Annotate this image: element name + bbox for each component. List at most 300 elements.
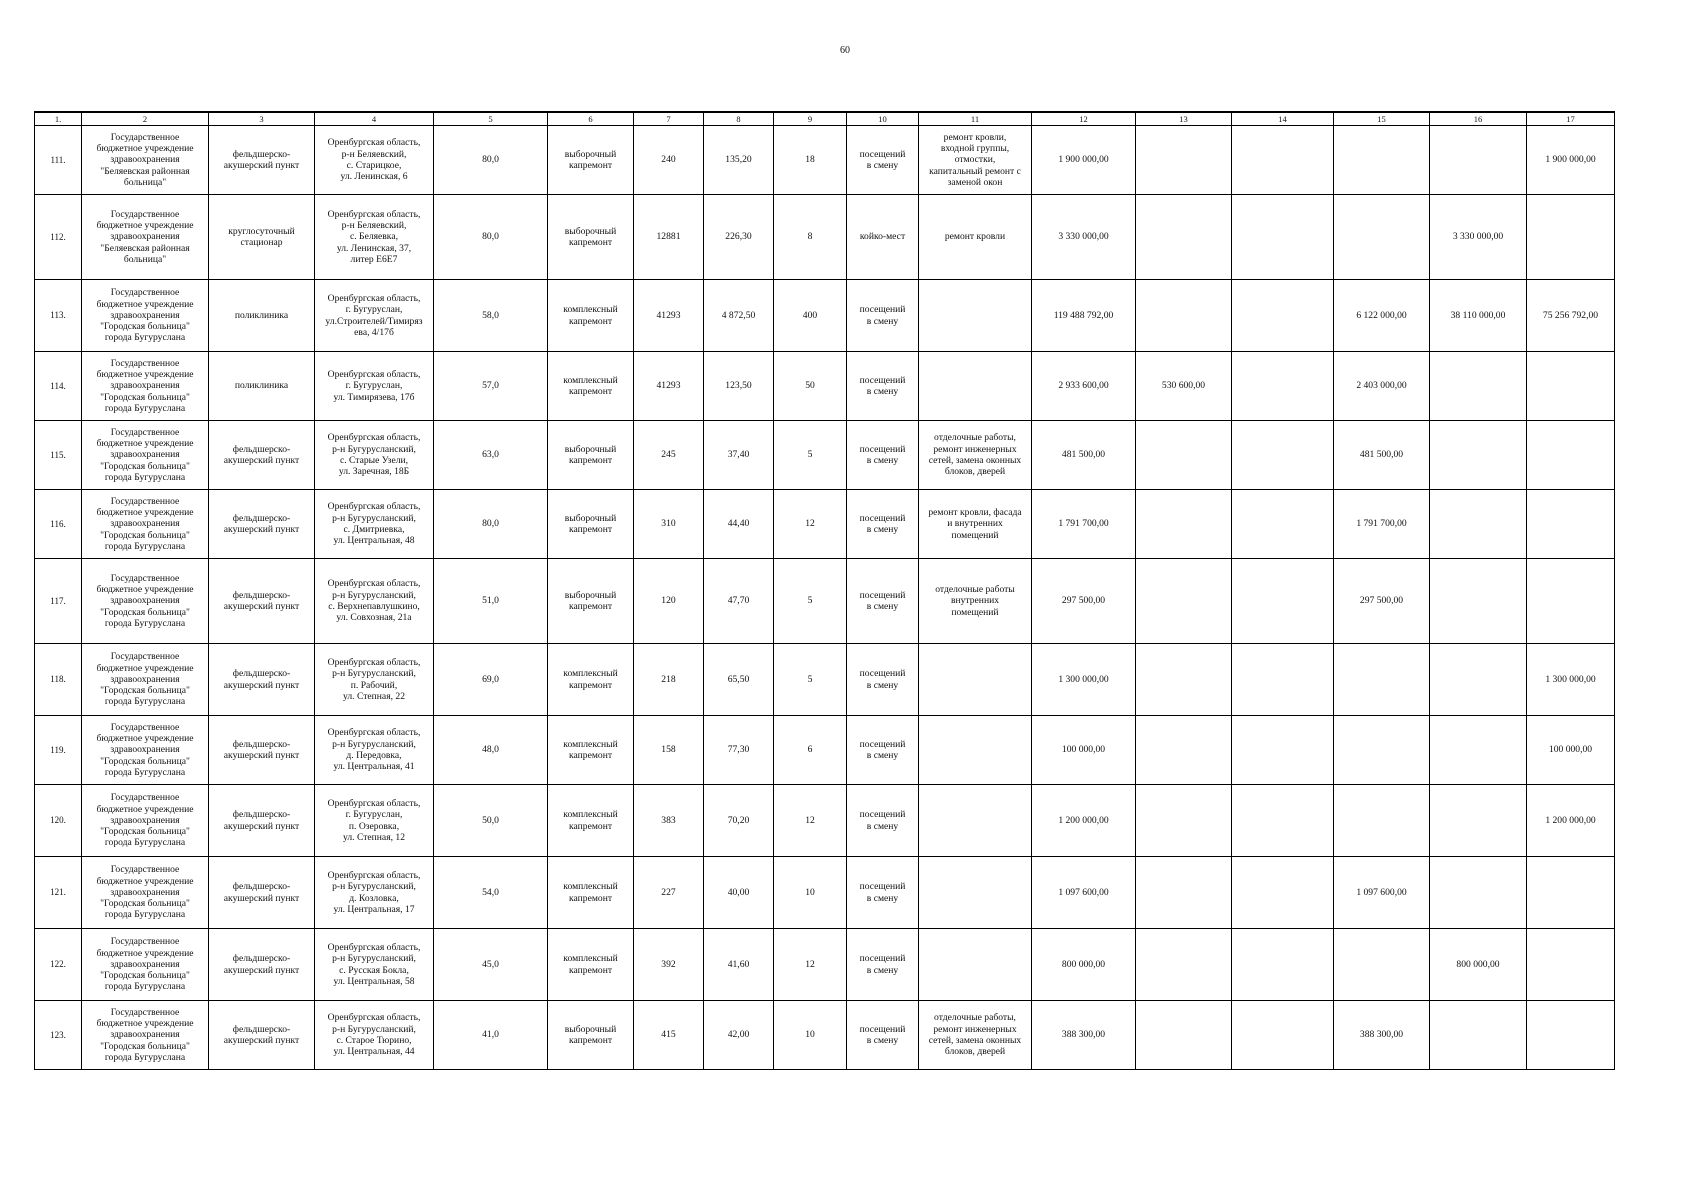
total-cell [1032,716,1136,785]
value-14-cell [1232,195,1334,280]
value-7-text: 12881 [656,231,681,243]
facility-type-text: фельдшерско- акушерский пункт [223,589,300,612]
total-cell [1032,1001,1136,1070]
value-5-text: 57,0 [482,380,499,392]
value-8-text: 77,30 [727,744,750,756]
value-8-cell [704,785,774,857]
value-13-cell [1136,490,1232,559]
institution-cell [82,559,209,644]
value-9-text: 6 [807,744,813,756]
value-7-cell [634,785,704,857]
address-text: Оренбургская область, р-н Бугурусланский, с. Дмитриевка, ул. Центральная, 48 [327,501,421,547]
value-8-cell [704,644,774,716]
facility-type-cell [209,126,315,195]
facility-type-text: фельдшерско- акушерский пункт [223,512,300,535]
value-14-cell [1232,490,1334,559]
capacity-unit-cell [847,490,919,559]
value-8-text: 47,70 [727,595,750,607]
address-text: Оренбургская область, г. Бугуруслан, ул. Тимирязева, 17б [327,369,421,403]
capacity-unit-cell [847,1001,919,1070]
column-number-1: 1. [35,112,82,126]
value-5-text: 48,0 [482,744,499,756]
row-number-cell [35,857,82,929]
value-8-cell [704,280,774,352]
value-5-cell [434,421,548,490]
facility-type-text: фельдшерско- акушерский пункт [223,881,300,904]
column-number-7: 7 [634,112,704,126]
institution-text: Государственное бюджетное учреждение здравоохранения "Городская больница" города Бугуруслана [96,572,194,629]
institution-text: Государственное бюджетное учреждение здравоохранения "Городская больница" города Бугуруслана [96,936,194,993]
value-8-cell [704,352,774,421]
table-row [35,857,1615,929]
column-number-5: 5 [434,112,548,126]
value-14-cell [1232,644,1334,716]
total-cell [1032,857,1136,929]
address-cell [315,352,434,421]
table-row [35,490,1615,559]
capacity-unit-text: койко-мест [859,231,906,243]
value-7-cell [634,929,704,1001]
repair-type-cell [548,857,634,929]
row-number-cell [35,421,82,490]
column-number-6: 6 [548,112,634,126]
value-7-text: 392 [661,958,676,970]
value-5-text: 69,0 [482,673,499,685]
value-9-cell [774,195,847,280]
row-number-text: 117. [50,595,66,606]
value-17-cell [1527,280,1615,352]
address-cell [315,785,434,857]
works-cell [919,644,1032,716]
institution-cell [82,785,209,857]
total-text: 1 791 700,00 [1058,518,1109,530]
value-8-cell [704,126,774,195]
row-number-text: 116. [50,518,66,529]
value-5-cell [434,857,548,929]
repair-type-text: выборочный капремонт [564,225,617,248]
total-text: 100 000,00 [1061,744,1106,756]
value-17-text: 1 900 000,00 [1545,154,1596,166]
value-5-text: 51,0 [482,595,499,607]
value-8-text: 40,00 [727,886,750,898]
value-8-cell [704,195,774,280]
page-number: 60 [840,45,850,56]
row-number-text: 111. [50,154,66,165]
column-number-8: 8 [704,112,774,126]
table-row [35,352,1615,421]
facility-type-cell [209,559,315,644]
repair-type-cell [548,785,634,857]
repair-type-text: выборочный капремонт [564,443,617,466]
value-16-cell [1430,644,1527,716]
facility-type-text: поликлиника [234,309,289,321]
works-text: ремонт кровли, фасада и внутренних помещений [928,507,1022,541]
value-5-text: 58,0 [482,309,499,321]
value-7-text: 383 [661,814,676,826]
value-15-cell [1334,421,1430,490]
repair-type-text: выборочный капремонт [564,148,617,171]
capacity-unit-text: посещений в смену [859,953,906,976]
value-8-text: 4 872,50 [721,309,756,321]
value-7-cell [634,280,704,352]
total-text: 1 900 000,00 [1058,154,1109,166]
institution-text: Государственное бюджетное учреждение здравоохранения "Городская больница" города Бугуруслана [96,721,194,778]
facility-type-text: круглосуточный стационар [228,225,295,248]
value-15-text: 1 097 600,00 [1356,886,1407,898]
capacity-unit-cell [847,559,919,644]
column-number-10: 10 [847,112,919,126]
address-cell [315,490,434,559]
value-17-cell [1527,785,1615,857]
value-15-text: 1 791 700,00 [1356,518,1407,530]
value-13-cell [1136,352,1232,421]
address-text: Оренбургская область, р-н Бугурусланский, с. Старое Тюрино, ул. Центральная, 44 [327,1012,421,1058]
value-13-cell [1136,644,1232,716]
repair-type-cell [548,280,634,352]
value-17-cell [1527,490,1615,559]
repair-type-cell [548,1001,634,1070]
table-row [35,929,1615,1001]
total-text: 481 500,00 [1061,449,1106,461]
value-17-cell [1527,126,1615,195]
table-row [35,421,1615,490]
value-5-text: 80,0 [482,154,499,166]
column-number-12: 12 [1032,112,1136,126]
value-13-cell [1136,195,1232,280]
total-text: 3 330 000,00 [1058,231,1109,243]
works-cell [919,126,1032,195]
repair-type-text: комплексный капремонт [563,953,618,976]
address-text: Оренбургская область, г. Бугуруслан, ул.Строителей/Тимиряз ева, 4/17б [325,292,423,338]
value-5-text: 41,0 [482,1029,499,1041]
value-14-cell [1232,857,1334,929]
works-cell [919,716,1032,785]
table-row [35,1001,1615,1070]
row-number-cell [35,929,82,1001]
institution-text: Государственное бюджетное учреждение здравоохранения "Городская больница" города Бугуруслана [96,651,194,708]
value-5-cell [434,280,548,352]
value-7-cell [634,559,704,644]
value-5-text: 45,0 [482,958,499,970]
value-8-text: 65,50 [727,673,750,685]
value-5-cell [434,126,548,195]
value-14-cell [1232,716,1334,785]
value-8-cell [704,716,774,785]
facility-type-text: фельдшерско- акушерский пункт [223,443,300,466]
value-7-cell [634,857,704,929]
institution-cell [82,280,209,352]
total-cell [1032,421,1136,490]
value-7-cell [634,126,704,195]
value-13-cell [1136,1001,1232,1070]
total-text: 388 300,00 [1061,1029,1106,1041]
value-8-text: 135,20 [725,154,752,166]
value-17-cell [1527,716,1615,785]
value-13-cell [1136,785,1232,857]
capacity-unit-text: посещений в смену [859,881,906,904]
address-text: Оренбургская область, р-н Бугурусланский, с. Верхнепавлушкино, ул. Совхозная, 21а [327,578,421,624]
institution-text: Государственное бюджетное учреждение здравоохранения "Беляевская районная больница" [96,208,194,265]
capacity-unit-text: посещений в смену [859,148,906,171]
value-13-text: 530 600,00 [1161,380,1206,392]
value-16-cell [1430,126,1527,195]
value-5-cell [434,352,548,421]
works-text: ремонт кровли [944,231,1006,243]
value-16-text: 800 000,00 [1456,958,1500,970]
value-17-cell [1527,644,1615,716]
total-cell [1032,644,1136,716]
address-cell [315,644,434,716]
capacity-unit-text: посещений в смену [859,589,906,612]
capacity-unit-cell [847,126,919,195]
value-16-cell [1430,421,1527,490]
facility-type-text: фельдшерско- акушерский пункт [223,1023,300,1046]
capacity-unit-text: посещений в смену [859,738,906,761]
value-9-text: 5 [807,595,813,607]
value-7-cell [634,1001,704,1070]
value-7-text: 218 [661,673,676,685]
works-text: отделочные работы, ремонт инженерных сетей, замена оконных блоков, дверей [928,1012,1022,1058]
value-17-text: 100 000,00 [1548,744,1593,756]
value-16-cell [1430,352,1527,421]
works-cell [919,195,1032,280]
facility-type-cell [209,490,315,559]
institution-text: Государственное бюджетное учреждение здравоохранения "Городская больница" города Бугуруслана [96,792,194,849]
value-14-cell [1232,1001,1334,1070]
value-17-text: 1 300 000,00 [1545,673,1596,685]
table-row [35,280,1615,352]
value-9-text: 5 [807,673,813,685]
total-cell [1032,929,1136,1001]
repair-type-text: комплексный капремонт [563,809,618,832]
value-8-text: 44,40 [727,518,750,530]
row-number-text: 113. [50,310,66,321]
value-15-cell [1334,559,1430,644]
address-cell [315,1001,434,1070]
total-text: 1 200 000,00 [1058,814,1109,826]
repair-type-cell [548,929,634,1001]
repair-type-text: комплексный капремонт [563,668,618,691]
value-15-cell [1334,785,1430,857]
repair-type-text: комплексный капремонт [563,881,618,904]
value-16-cell [1430,785,1527,857]
value-7-text: 158 [661,744,676,756]
value-15-cell [1334,126,1430,195]
value-9-text: 12 [805,958,815,970]
value-9-cell [774,644,847,716]
address-cell [315,559,434,644]
value-15-cell [1334,716,1430,785]
data-table [34,111,1615,1070]
address-cell [315,126,434,195]
value-9-cell [774,716,847,785]
value-17-cell [1527,352,1615,421]
row-number-cell [35,352,82,421]
address-cell [315,929,434,1001]
facility-type-cell [209,352,315,421]
value-17-cell [1527,195,1615,280]
facility-type-cell [209,280,315,352]
address-text: Оренбургская область, р-н Бугурусланский, д. Передовка, ул. Центральная, 41 [327,727,421,773]
row-number-cell [35,716,82,785]
value-9-text: 18 [805,154,815,166]
row-number-text: 119. [50,744,66,755]
capacity-unit-text: посещений в смену [859,809,906,832]
capacity-unit-cell [847,785,919,857]
value-5-cell [434,195,548,280]
works-cell [919,559,1032,644]
row-number-text: 122. [50,959,66,970]
value-16-cell [1430,929,1527,1001]
value-9-cell [774,126,847,195]
address-text: Оренбургская область, р-н Беляевский, с. Старицкое, ул. Ленинская, 6 [327,137,421,183]
institution-text: Государственное бюджетное учреждение здравоохранения "Городская больница" города Бугуруслана [96,495,194,552]
value-17-cell [1527,857,1615,929]
repair-type-text: комплексный капремонт [563,304,618,327]
row-number-text: 114. [50,380,66,391]
institution-text: Государственное бюджетное учреждение здравоохранения "Городская больница" города Бугуруслана [96,357,194,414]
value-5-cell [434,716,548,785]
row-number-text: 118. [50,674,66,685]
capacity-unit-cell [847,280,919,352]
capacity-unit-text: посещений в смену [859,304,906,327]
institution-cell [82,126,209,195]
column-number-17: 17 [1527,112,1615,126]
total-cell [1032,126,1136,195]
value-7-cell [634,195,704,280]
institution-cell [82,716,209,785]
facility-type-text: фельдшерско- акушерский пункт [223,738,300,761]
value-9-cell [774,929,847,1001]
value-5-text: 63,0 [482,449,499,461]
value-13-cell [1136,280,1232,352]
value-5-cell [434,785,548,857]
value-7-cell [634,644,704,716]
value-5-text: 54,0 [482,886,499,898]
value-8-text: 70,20 [727,814,750,826]
value-9-text: 50 [805,380,815,392]
row-number-cell [35,559,82,644]
row-number-cell [35,126,82,195]
facility-type-cell [209,857,315,929]
column-number-11: 11 [919,112,1032,126]
value-7-text: 227 [661,886,676,898]
address-text: Оренбургская область, г. Бугуруслан, п. Озеровка, ул. Степная, 12 [327,797,421,843]
value-8-text: 41,60 [727,958,750,970]
value-8-cell [704,559,774,644]
column-number-15: 15 [1334,112,1430,126]
value-5-cell [434,559,548,644]
repair-type-cell [548,195,634,280]
value-7-text: 41293 [656,380,681,392]
total-text: 119 488 792,00 [1053,309,1114,321]
value-16-cell [1430,857,1527,929]
address-cell [315,195,434,280]
facility-type-text: фельдшерско- акушерский пункт [223,809,300,832]
works-cell [919,280,1032,352]
repair-type-cell [548,126,634,195]
value-5-text: 80,0 [482,231,499,243]
institution-text: Государственное бюджетное учреждение здравоохранения "Городская больница" города Бугуруслана [96,287,194,344]
value-7-cell [634,352,704,421]
institution-cell [82,1001,209,1070]
address-cell [315,716,434,785]
value-7-cell [634,490,704,559]
institution-cell [82,857,209,929]
institution-cell [82,195,209,280]
value-7-cell [634,421,704,490]
value-8-cell [704,929,774,1001]
facility-type-cell [209,716,315,785]
value-15-cell [1334,644,1430,716]
value-9-cell [774,559,847,644]
row-number-cell [35,195,82,280]
row-number-text: 112. [50,231,66,242]
capacity-unit-cell [847,195,919,280]
institution-text: Государственное бюджетное учреждение здравоохранения "Городская больница" города Бугуруслана [96,864,194,921]
address-text: Оренбургская область, р-н Беляевский, с. Беляевка, ул. Ленинская, 37, литер Е6Е7 [327,208,421,265]
repair-type-cell [548,716,634,785]
capacity-unit-cell [847,857,919,929]
capacity-unit-text: посещений в смену [859,512,906,535]
value-17-cell [1527,929,1615,1001]
row-number-cell [35,644,82,716]
value-9-cell [774,280,847,352]
facility-type-cell [209,785,315,857]
repair-type-cell [548,421,634,490]
column-number-13: 13 [1136,112,1232,126]
works-cell [919,352,1032,421]
value-16-cell [1430,559,1527,644]
row-number-text: 115. [50,449,66,460]
table-row [35,716,1615,785]
value-13-cell [1136,857,1232,929]
value-8-text: 123,50 [725,380,752,392]
institution-cell [82,352,209,421]
column-number-9: 9 [774,112,847,126]
value-5-cell [434,644,548,716]
facility-type-text: фельдшерско- акушерский пункт [223,148,300,171]
value-17-text: 1 200 000,00 [1545,814,1596,826]
value-8-cell [704,490,774,559]
total-text: 297 500,00 [1061,595,1106,607]
works-cell [919,857,1032,929]
table-row [35,126,1615,195]
works-cell [919,1001,1032,1070]
value-7-text: 245 [661,449,676,461]
facility-type-cell [209,644,315,716]
value-13-cell [1136,716,1232,785]
address-cell [315,280,434,352]
value-8-text: 42,00 [727,1029,750,1041]
institution-text: Государственное бюджетное учреждение здравоохранения "Городская больница" города Бугуруслана [96,1006,194,1063]
facility-type-cell [209,929,315,1001]
table-row [35,559,1615,644]
works-text: отделочные работы, ремонт инженерных сетей, замена оконных блоков, дверей [928,432,1022,478]
column-number-3: 3 [209,112,315,126]
value-14-cell [1232,126,1334,195]
total-text: 1 300 000,00 [1058,673,1109,685]
capacity-unit-cell [847,644,919,716]
value-16-text: 38 110 000,00 [1450,309,1506,321]
value-9-text: 10 [805,1029,815,1041]
value-15-text: 297 500,00 [1359,595,1404,607]
value-14-cell [1232,929,1334,1001]
repair-type-cell [548,352,634,421]
value-13-cell [1136,929,1232,1001]
row-number-cell [35,785,82,857]
value-5-text: 50,0 [482,814,499,826]
